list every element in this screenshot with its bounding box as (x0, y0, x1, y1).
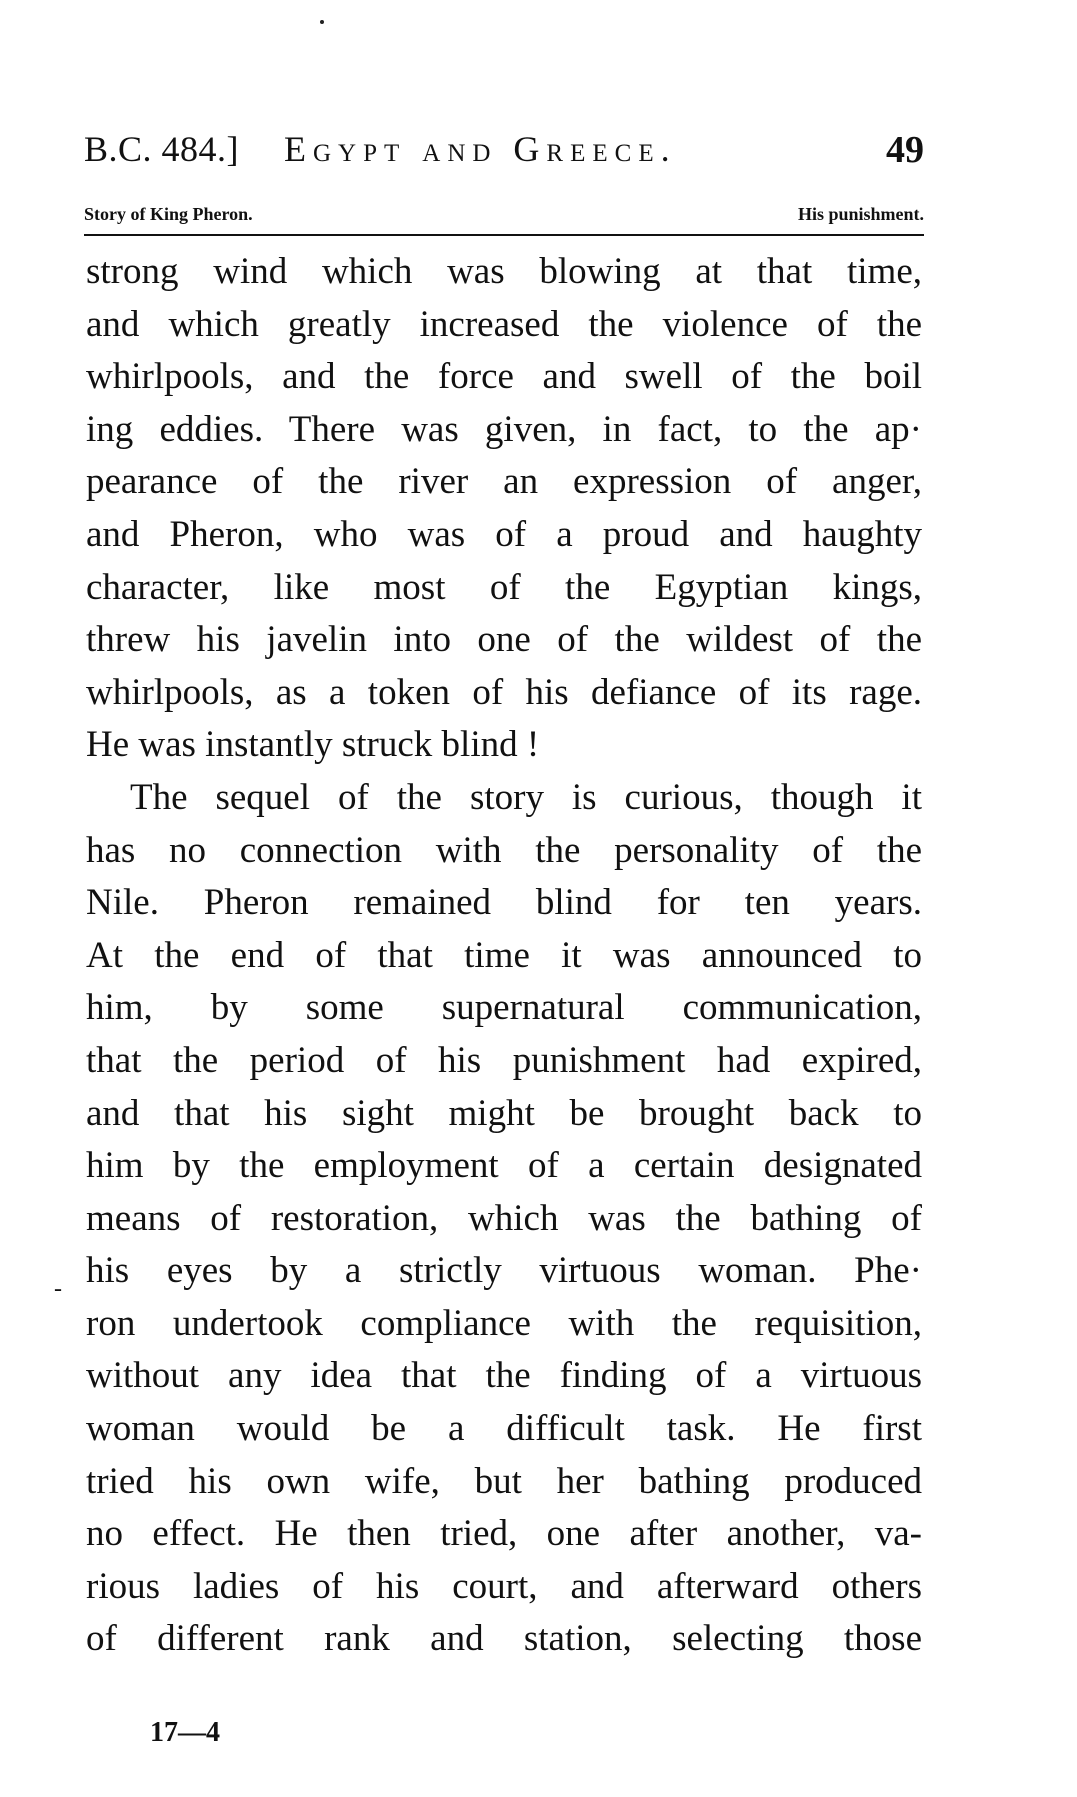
body-text (86, 246, 922, 1666)
text-line: his eyes by a strictly virtuous woman. Phe· (86, 1250, 922, 1292)
text-line: threw his javelin into one of the wildest of the (86, 619, 922, 661)
page-number: 49 (886, 129, 924, 171)
text-line: and Pheron, who was of a proud and haughty (86, 513, 922, 555)
text-line: means of restoration, which was the bathing of (86, 1197, 922, 1239)
text-line: pearance of the river an expression of anger, (86, 461, 922, 503)
running-head (84, 128, 924, 178)
text-line: rious ladies of his court, and afterward others (86, 1565, 922, 1607)
text-line: At the end of that time it was announced to (86, 934, 922, 976)
subhead-left: Story of King Pheron. (84, 204, 253, 224)
text-line: no effect. He then tried, one after another, va- (86, 1513, 922, 1555)
text-line: him, by some supernatural communication, (86, 987, 922, 1029)
subhead-right: His punishment. (797, 204, 924, 224)
margin-mark: - (54, 1276, 62, 1302)
text-line: him by the employment of a certain designated (86, 1145, 922, 1187)
text-line: whirlpools, as a token of his defiance of its rage. (86, 671, 922, 713)
text-line: tried his own wife, but her bathing produced (86, 1460, 922, 1502)
text-line: that the period of his punishment had expired, (86, 1039, 922, 1081)
text-line: character, like most of the Egyptian kings, (86, 566, 922, 608)
running-head-date: B.C. 484.] (84, 129, 240, 169)
running-head-title: Egypt and Greece. (284, 129, 677, 169)
text-line: ron undertook compliance with the requisition, (86, 1302, 922, 1344)
text-line: whirlpools, and the force and swell of the boil (86, 356, 922, 398)
text-line: and which greatly increased the violence of the (86, 303, 922, 345)
text-line: without any idea that the finding of a virtuous (86, 1355, 922, 1397)
text-line: Nile. Pheron remained blind for ten years. (86, 882, 922, 924)
text-line: ing eddies. There was given, in fact, to the ap· (86, 408, 922, 450)
signature-mark: 17—4 (150, 1717, 220, 1748)
text-line: and that his sight might be brought back to (86, 1092, 922, 1134)
header-rule (84, 234, 924, 236)
text-line: has no connection with the personality of the (86, 829, 922, 871)
text-line: strong wind which was blowing at that time, (86, 251, 922, 292)
paragraph-start-line: The sequel of the story is curious, though it (130, 776, 922, 818)
text-line: of different rank and station, selecting those (86, 1618, 922, 1660)
ink-speck (320, 20, 324, 24)
text-line: He was instantly struck blind ! (86, 724, 540, 766)
subhead (84, 204, 924, 232)
text-line: woman would be a difficult task. He first (86, 1408, 922, 1450)
